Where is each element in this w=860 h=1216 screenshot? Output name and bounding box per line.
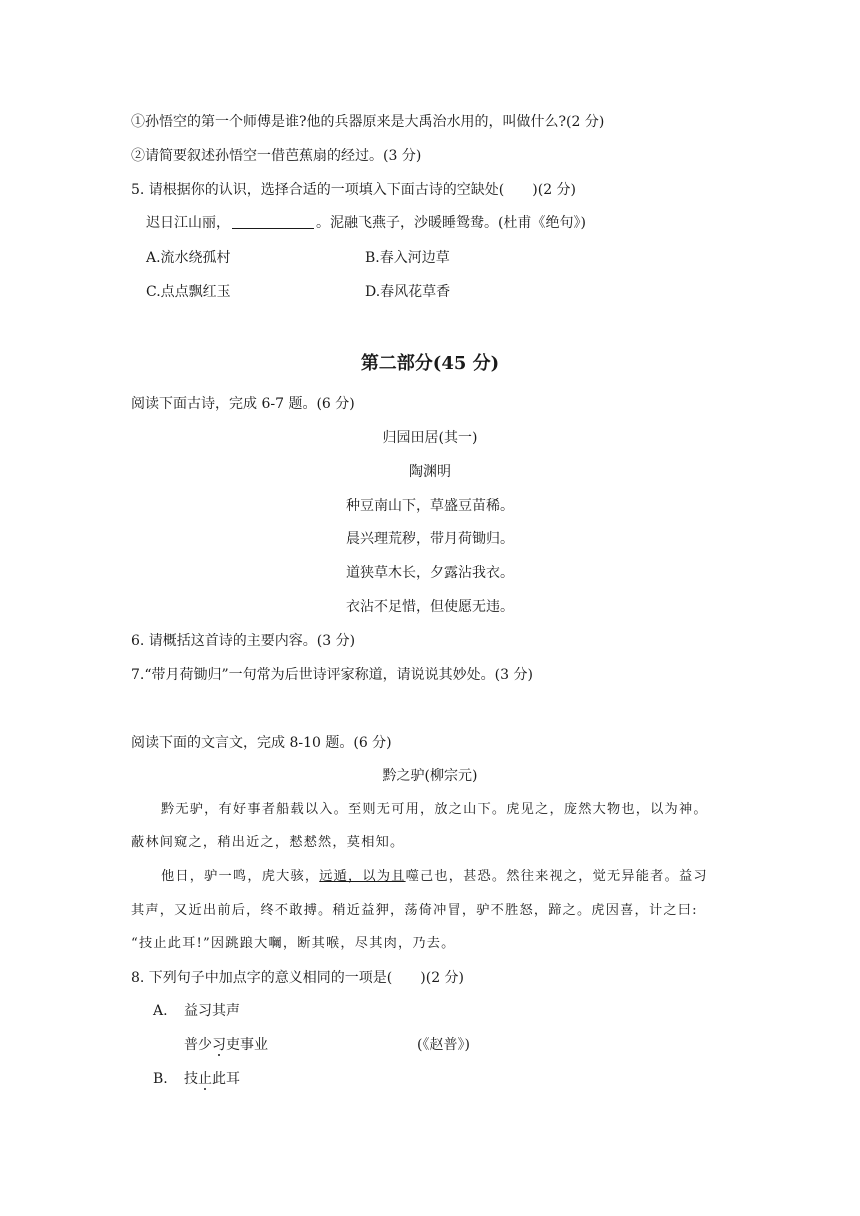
- poem-title: 归园田居(其一): [382, 430, 478, 446]
- question-8-option-a-line-1: 益习其声: [184, 1003, 240, 1019]
- prose-text: 他日，驴一鸣，虎大骇，: [161, 869, 320, 884]
- option-a: A.流水绕孤村: [146, 250, 231, 266]
- question-8-option-b-line-1: [184, 1069, 240, 1089]
- poem-line: 道狭草木长，夕露沾我衣。: [346, 565, 514, 581]
- question-8-option-a-label: A.: [153, 1003, 168, 1019]
- question-8-option-a-source: (《赵普》): [417, 1037, 470, 1053]
- prose-title: 黔之驴(柳宗元): [382, 768, 478, 784]
- fill-blank: [232, 214, 314, 229]
- underlined-phrase: 远遁，以为且: [319, 869, 406, 884]
- option-text: 吏事业: [226, 1037, 268, 1053]
- prose-paragraph-2-line-3: “技止此耳!”因跳踉大㘎，断其喉，尽其肉，乃去。: [131, 936, 456, 951]
- poem-line: 衣沾不足惜，但使愿无违。: [346, 599, 514, 615]
- option-text: 此耳: [212, 1071, 240, 1087]
- part-2-heading: 第二部分(45 分): [360, 353, 500, 374]
- question-6: 6. 请概括这首诗的主要内容。(3 分): [131, 633, 356, 649]
- poem-line-after-blank: 。泥融飞燕子，沙暖睡鸳鸯。(杜甫《绝句》): [316, 215, 586, 231]
- option-b: B.春入河边草: [365, 250, 450, 266]
- question-4-sub-2: ②请简要叙述孙悟空一借芭蕉扇的经过。(3 分): [131, 148, 422, 164]
- poem-line: 晨兴理荒秽，带月荷锄归。: [346, 531, 514, 547]
- prose-text: 噬己也，甚恐。然往来视之，觉无异能者。益习: [405, 869, 708, 884]
- option-c: C.点点飘红玉: [146, 284, 231, 300]
- prose-reading-intro: 阅读下面的文言文，完成 8-10 题。(6 分): [131, 735, 392, 751]
- prose-paragraph-2-line-1: [161, 867, 708, 887]
- prose-paragraph-1-line-1: 黔无驴，有好事者船载以入。至则无可用，放之山下。虎见之，庞然大物也，以为神。: [161, 802, 708, 817]
- question-8-option-a-line-2: [184, 1035, 268, 1055]
- dotted-character: 止: [198, 1071, 212, 1087]
- prose-paragraph-1-line-2: 蔽林间窥之，稍出近之，慭慭然，莫相知。: [131, 835, 405, 850]
- question-8-option-b-label: B.: [153, 1071, 168, 1087]
- poem-line-before-blank: 迟日江山丽，: [146, 215, 230, 231]
- prose-paragraph-2-line-2: 其声，又近出前后，终不敢搏。稍近益狎，荡倚冲冒，驴不胜怒，蹄之。虎因喜，计之曰:: [131, 903, 698, 918]
- poem-line: 种豆南山下，草盛豆苗稀。: [346, 498, 514, 514]
- dotted-character: 习: [212, 1037, 226, 1053]
- question-4-sub-1: ①孙悟空的第一个师傅是谁?他的兵器原来是大禹治水用的，叫做什么?(2 分): [131, 114, 605, 130]
- poem-reading-intro: 阅读下面古诗，完成 6-7 题。(6 分): [131, 396, 355, 412]
- question-5-poem-line: [146, 213, 586, 233]
- poem-author: 陶渊明: [409, 464, 451, 480]
- option-text: 普少: [184, 1037, 212, 1053]
- question-7: 7.“带月荷锄归”一句常为后世诗评家称道，请说说其妙处。(3 分): [131, 667, 533, 683]
- option-text: 技: [184, 1071, 198, 1087]
- option-d: D.春风花草香: [365, 284, 451, 300]
- question-5-stem: 5. 请根据你的认识，选择合适的一项填入下面古诗的空缺处( )(2 分): [131, 182, 577, 198]
- question-8-stem: 8. 下列句子中加点字的意义相同的一项是( )(2 分): [131, 970, 465, 986]
